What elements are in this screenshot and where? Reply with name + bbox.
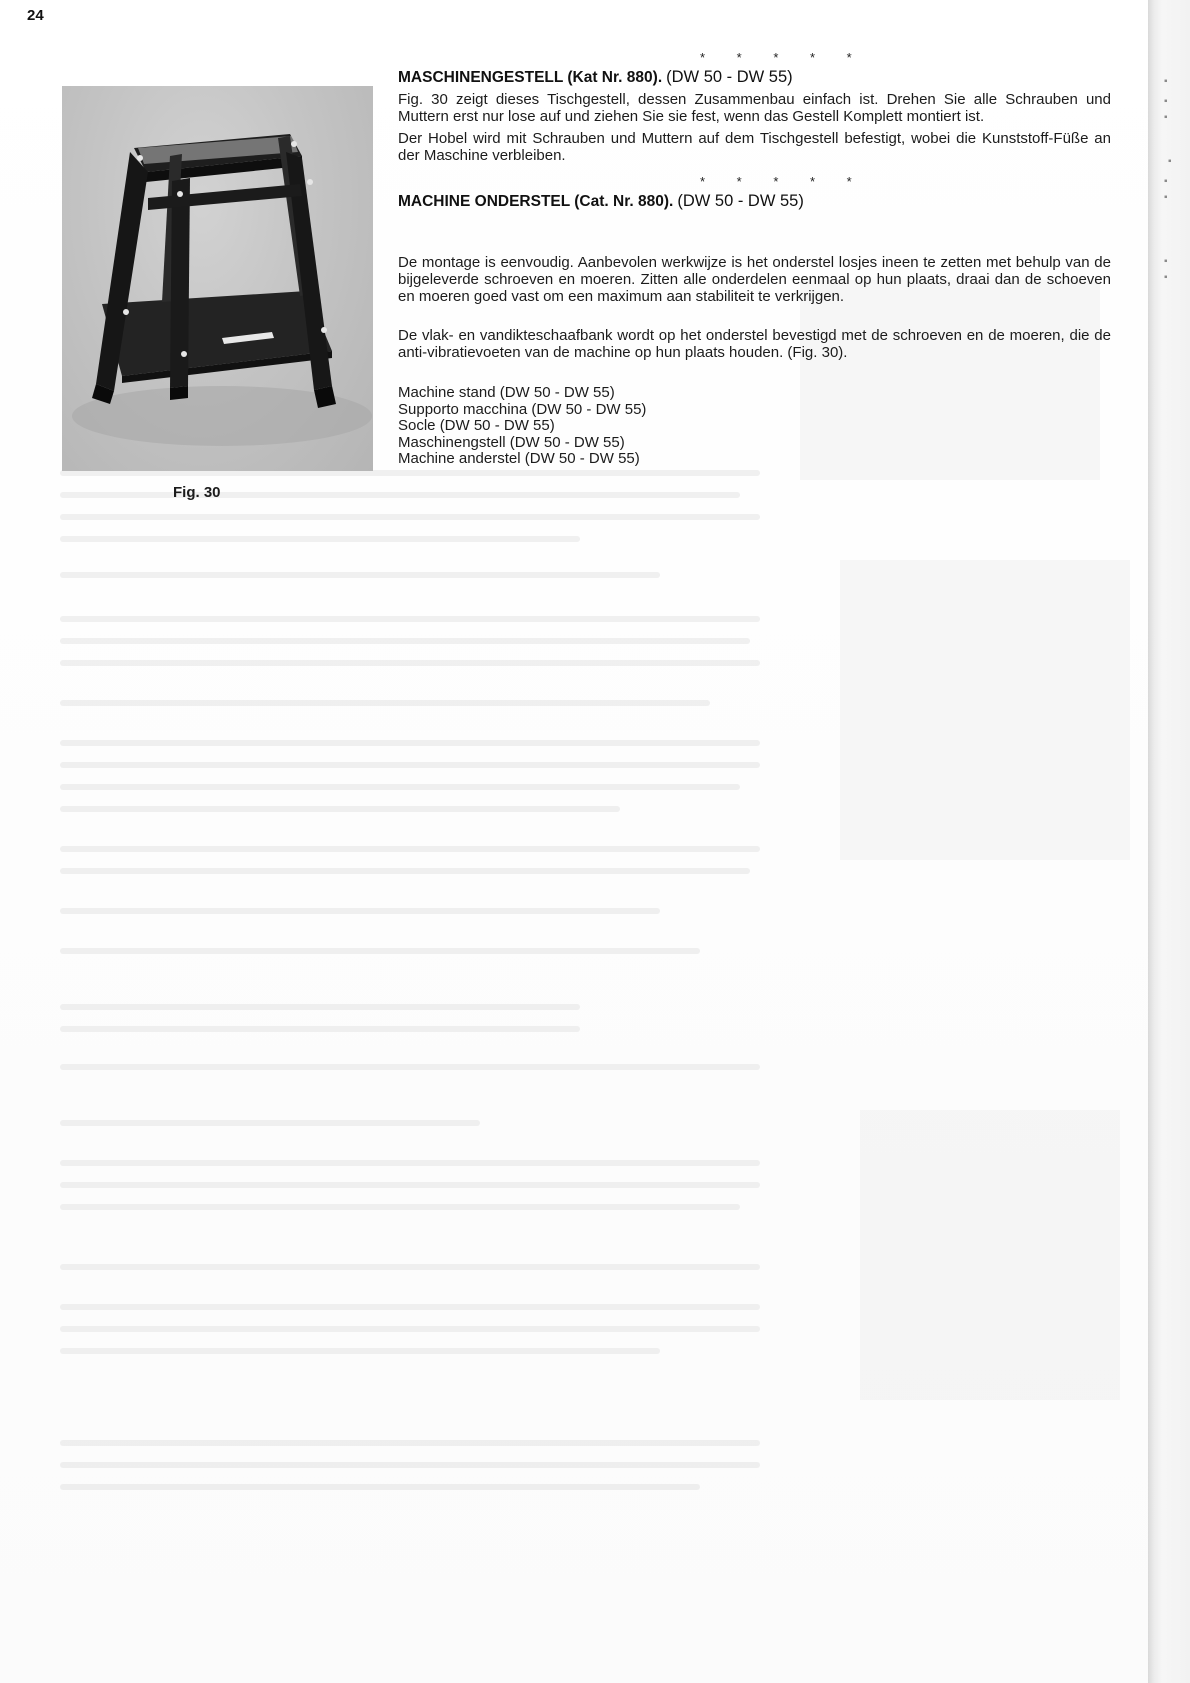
list-item: Maschinengstell (DW 50 - DW 55) bbox=[398, 433, 625, 451]
figure-caption: Fig. 30 bbox=[173, 484, 221, 501]
page-number: 24 bbox=[27, 7, 44, 24]
heading-model: (DW 50 - DW 55) bbox=[677, 192, 804, 210]
separator-stars: * * * * * bbox=[700, 174, 866, 189]
paragraph: De montage is eenvoudig. Aanbevolen werkwijze is het onderstel losjes ineen te zetten met behulp van de bijgeleverde schroeven en moeren. Zitten alle onderdelen eenmaal op hun plaats, draai dan de schoeven en moeren goed vast om een maximum aan stabiliteit te verkrijgen. bbox=[398, 254, 1111, 305]
paragraph: Fig. 30 zeigt dieses Tischgestell, dessen Zusammenbau einfach ist. Drehen Sie alle Schrauben und Muttern erst nur lose auf und ziehen Sie sie fest, wenn das Gestell Komplett montiert ist. bbox=[398, 91, 1111, 125]
adjacent-page-edge: ▪ ▪ ▪ ▪ ▪ ▪ ▪ ▪ bbox=[1148, 0, 1190, 1683]
list-item: Socle (DW 50 - DW 55) bbox=[398, 417, 555, 435]
heading-title: MACHINE ONDERSTEL (Cat. Nr. 880). bbox=[398, 193, 674, 210]
paragraph: Der Hobel wird mit Schrauben und Muttern auf dem Tischgestell befestigt, wobei die Kunststoff-Füße an der Maschine verbleiben. bbox=[398, 130, 1111, 164]
list-item: Machine stand (DW 50 - DW 55) bbox=[398, 384, 615, 401]
heading-title: MASCHINENGESTELL (Kat Nr. 880). bbox=[398, 69, 663, 86]
paragraph: De vlak- en vandikteschaafbank wordt op het onderstel bevestigd met de schroeven en de moeren, die de anti-vibratievoeten van de machine op hun plaats houden. (Fig. 30). bbox=[398, 327, 1111, 361]
separator-stars: * * * * * bbox=[700, 50, 866, 65]
list-item: Supporto macchina (DW 50 - DW 55) bbox=[398, 400, 647, 418]
translations-list bbox=[398, 385, 646, 468]
heading-model: (DW 50 - DW 55) bbox=[666, 68, 793, 86]
section-heading-german bbox=[398, 68, 793, 87]
section-heading-dutch bbox=[398, 192, 804, 211]
machine-stand-photo bbox=[62, 86, 373, 471]
list-item: Machine anderstel (DW 50 - DW 55) bbox=[398, 450, 640, 468]
machine-stand-photo-icon bbox=[62, 86, 373, 471]
